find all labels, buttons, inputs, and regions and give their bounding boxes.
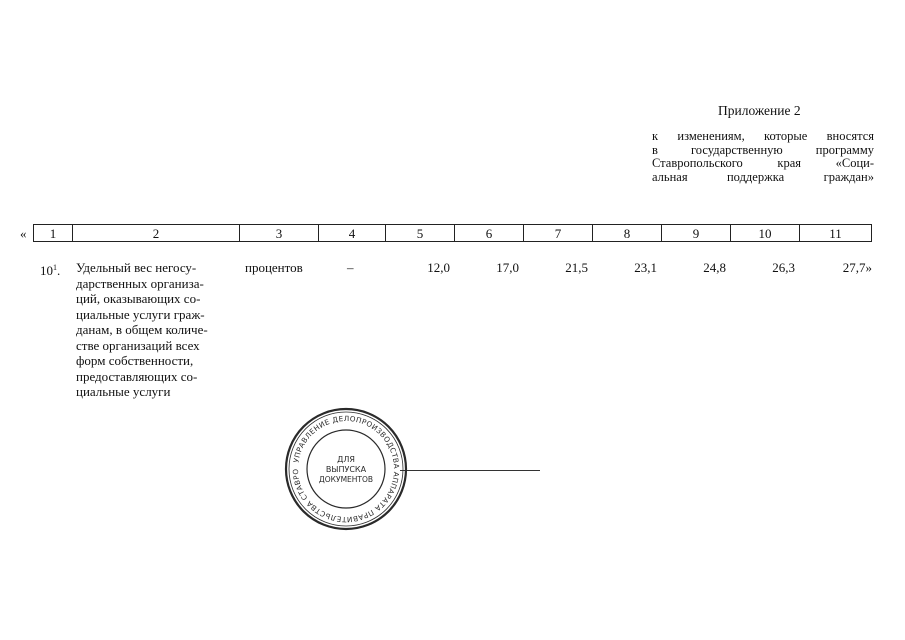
appendix-subtitle xyxy=(652,130,874,184)
header-cell: 6 xyxy=(455,225,524,242)
row-unit: процентов xyxy=(245,260,303,275)
row-value: 24,8 xyxy=(703,260,726,275)
description-line: форм собственности, xyxy=(76,353,194,368)
row-value: 23,1 xyxy=(634,260,657,275)
official-stamp xyxy=(283,406,409,532)
row-value: 21,5 xyxy=(565,260,588,275)
description-line: предоставляющих со- xyxy=(76,368,198,384)
header-cell: 1 xyxy=(34,225,73,242)
header-cell: 2 xyxy=(73,225,240,242)
description-line: стве организаций всех xyxy=(76,337,200,353)
stamp-center-line: ДЛЯ xyxy=(337,455,355,464)
row-value: 12,0 xyxy=(427,260,450,275)
description-line: ций, оказывающих со- xyxy=(76,291,201,306)
stamp-outer-text: УПРАВЛЕНИЕ ДЕЛОПРОИЗВОДСТВА АППАРАТА ПРАВИТЕЛЬСТВА СТАВРО xyxy=(290,413,402,525)
column-number-header xyxy=(33,224,872,242)
header-cell: 11 xyxy=(800,225,872,242)
appendix-subtitle-line: Ставропольского края «Соци- xyxy=(652,156,874,170)
header-cell: 5 xyxy=(386,225,455,242)
row-description xyxy=(76,260,236,400)
table-open-quote: « xyxy=(20,226,27,241)
header-cell: 3 xyxy=(240,225,319,242)
row-index xyxy=(40,260,60,279)
description-line: данам, в общем количе- xyxy=(76,322,208,337)
header-cell: 7 xyxy=(524,225,593,242)
row-index-suffix: . xyxy=(57,263,61,278)
stamp-center-line: ВЫПУСКА xyxy=(325,465,367,474)
row-value: 17,0 xyxy=(496,260,519,275)
header-cell: 10 xyxy=(731,225,800,242)
row-value: 27,7» xyxy=(842,260,872,275)
appendix-subtitle-line: в государственную программу xyxy=(652,142,874,157)
signature-line xyxy=(400,470,540,471)
header-cell: 8 xyxy=(593,225,662,242)
description-line: дарственных организа- xyxy=(76,275,204,291)
appendix-subtitle-line: к изменениям, которые вносятся xyxy=(652,129,874,143)
description-line: циальные услуги xyxy=(76,384,171,399)
row-value: 26,3 xyxy=(772,260,795,275)
appendix-subtitle-line: альная поддержка граждан» xyxy=(652,169,874,184)
description-line: Удельный вес негосу- xyxy=(76,260,197,275)
row-base-value: – xyxy=(347,260,354,275)
stamp-center-line: ДОКУМЕНТОВ xyxy=(318,475,374,484)
header-cell: 4 xyxy=(319,225,386,242)
description-line: циальные услуги граж- xyxy=(76,306,205,322)
row-index-number: 10 xyxy=(40,263,53,278)
row-index-superscript: 1 xyxy=(53,263,57,272)
appendix-title: Приложение 2 xyxy=(718,103,801,118)
header-cell: 9 xyxy=(662,225,731,242)
stamp-seal-icon xyxy=(283,406,409,532)
